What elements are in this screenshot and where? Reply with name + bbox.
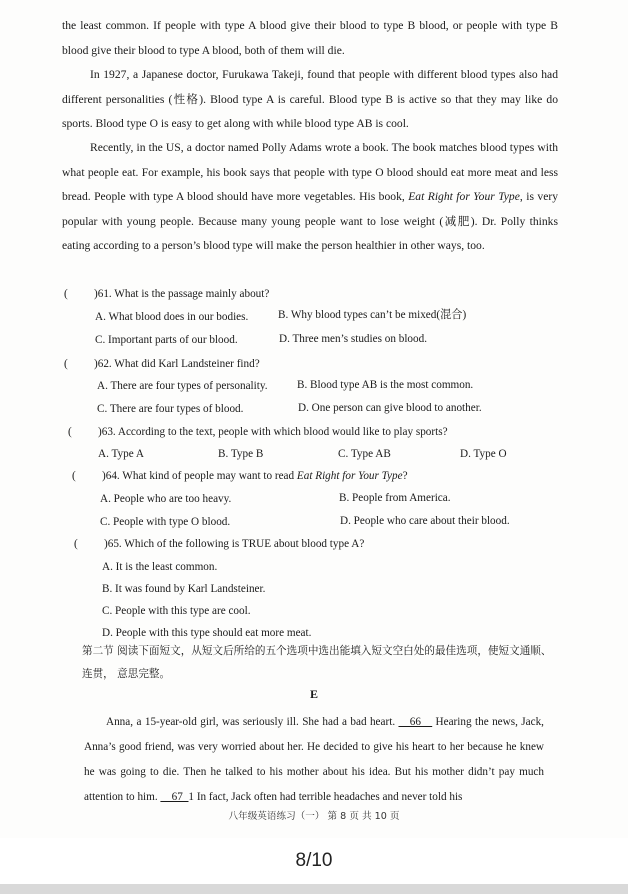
option-b: B. Type B: [218, 448, 264, 460]
question-stem: )63. According to the text, people with which blood would like to play sports?: [98, 426, 448, 438]
question-stem: )61. What is the passage mainly about?: [94, 288, 270, 300]
blank-67[interactable]: __67_: [160, 791, 189, 803]
answer-paren[interactable]: (: [72, 470, 76, 482]
answer-paren[interactable]: (: [64, 358, 68, 370]
option-a: A. There are four types of personality.: [97, 380, 268, 392]
section-letter: E: [309, 687, 318, 701]
story-passage: [84, 710, 544, 810]
question-65: [74, 536, 554, 552]
option-c: C. There are four types of blood.: [97, 403, 244, 415]
passage-text: Recently, in the US, a doctor named Polly Adams wrote a book. The book matches blood types with what people eat. For example, his book says that people with type O blood should eat more meat and less bread. People with type A blood should have more vegetables. His book,: [62, 141, 558, 203]
option-a: A. What blood does in our bodies.: [95, 311, 249, 323]
passage-paragraph: [62, 136, 558, 259]
passage-paragraph: [62, 14, 558, 63]
option-b: B. People from America.: [339, 492, 451, 504]
story-text: In fact, Jack often had terrible headaches and never told his: [194, 791, 463, 803]
option-a: A. It is the least common.: [102, 561, 218, 573]
story-text: Hearing the news, Jack, Anna’s good friend, was very worried about her. He decided to give his heart to her because he knew he was going to die. Then he talked to his mother about his idea. But his mother didn’t pay much attention to him.: [84, 716, 544, 803]
option-c: C. People with this type are cool.: [102, 605, 251, 617]
question-63: [68, 424, 548, 440]
option-d: D. One person can give blood to another.: [298, 402, 482, 414]
passage-paragraph: [62, 63, 558, 137]
story-text: Anna, a 15-year-old girl, was seriously ill. She had a bad heart.: [106, 716, 399, 728]
question-62: [64, 356, 544, 372]
answer-paren[interactable]: (: [74, 538, 78, 550]
option-b: B. Why blood types can’t be mixed(混合): [278, 309, 467, 321]
passage-text: , is very popular with young people. Because many young people want to lose weight (减肥). Dr. Polly thinks eating according to a person’s blood type will make the person healthier in other ways, too.: [62, 190, 559, 252]
page-footer: 八年级英语练习（一） 第 8 页 共 10 页: [228, 811, 400, 822]
option-d: D. Type O: [460, 448, 507, 460]
book-title: Eat Right for Your Type: [408, 190, 520, 203]
question-stem: )62. What did Karl Landsteiner find?: [94, 358, 260, 370]
option-b: B. It was found by Karl Landsteiner.: [102, 583, 266, 595]
question-stem: )65. Which of the following is TRUE about blood type A?: [104, 538, 365, 550]
passage-text: In 1927, a Japanese doctor, Furukawa Takeji, found that people with different blood types also had different personalities (性格). Blood type A is careful. Blood type B is active so that they may like do sports. Blood type O is easy to get along with while blood type AB is cool.: [62, 68, 558, 130]
handwritten-mark: 1: [188, 791, 195, 803]
question-61: [64, 286, 544, 302]
question-stem: )64. What kind of people may want to read: [102, 470, 297, 482]
option-a: A. Type A: [98, 448, 144, 460]
section-instruction: 第二节 阅读下面短文，从短文后所给的五个选项中选出能填入短文空白处的最佳选项，使短文通顺、连贯， 意思完整。: [82, 645, 552, 680]
question-stem-end: ?: [402, 470, 408, 482]
answer-paren[interactable]: (: [64, 288, 68, 300]
option-c: C. People with type O blood.: [100, 516, 231, 528]
option-c: C. Type AB: [338, 448, 391, 460]
option-c: C. Important parts of our blood.: [95, 334, 238, 346]
passage-text: the least common. If people with type A blood give their blood to type B blood, or people with type B blood give their blood to type A blood, both of them will die.: [62, 19, 558, 57]
viewer-bottom-bar: [0, 884, 628, 894]
question-64: [72, 468, 552, 484]
option-d: D. Three men’s studies on blood.: [279, 333, 428, 345]
option-b: B. Blood type AB is the most common.: [297, 379, 474, 391]
option-a: A. People who are too heavy.: [100, 493, 232, 505]
option-d: D. People with this type should eat more meat.: [102, 627, 312, 639]
book-title: Eat Right for Your Type: [296, 470, 403, 482]
blank-66[interactable]: __66__: [398, 716, 433, 728]
option-d: D. People who care about their blood.: [340, 515, 510, 527]
answer-paren[interactable]: (: [68, 426, 72, 438]
page-indicator: 8/10: [295, 850, 333, 871]
